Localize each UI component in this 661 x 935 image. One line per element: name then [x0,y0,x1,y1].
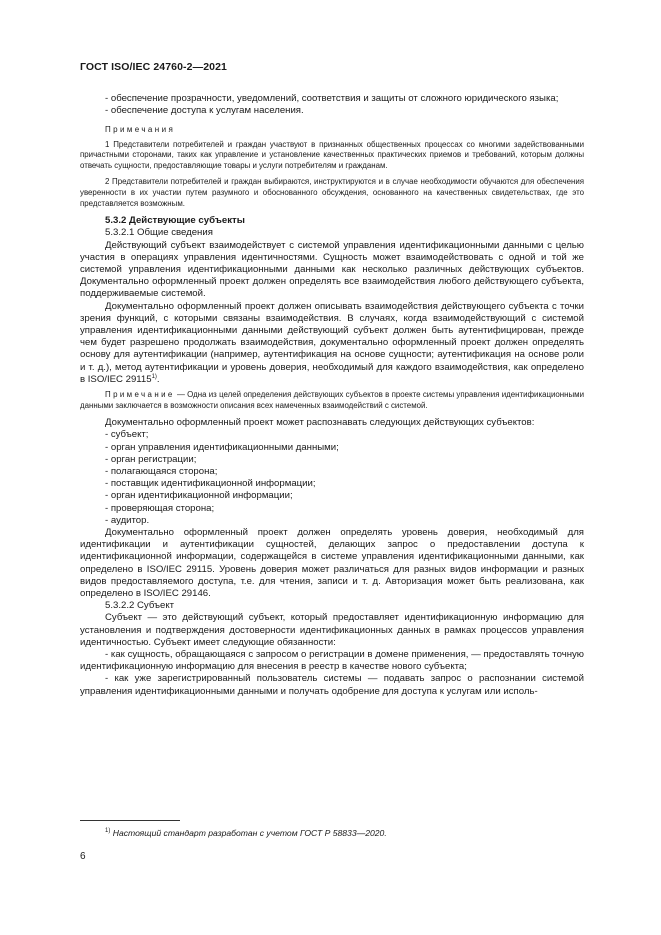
footnote-text: Настоящий стандарт разработан с учетом ГОСТ Р 58833—2020. [112,828,387,838]
footnote-ref: 1) [151,373,157,380]
intro-item: - обеспечение прозрачности, уведомлений, соответствия и защиты от сложного юридического языка; [105,93,559,104]
paragraph-text: Документально оформленный проект должен описывать взаимодействия действующего субъекта с точки зрения функций, с которыми связаны взаимодействия. В случаях, когда взаимодействующий с системой управления идентификационными данными действующий субъект должен быть аутентифицирован, прежде чем будет разрешено продолжать взаимодействия, документально оформленный проект должен определять основу для аутентификации (например, аутентификация на основе сущности; аутентификация на основе роли и т. д.), метод аутентификации и уровень доверия, необходимый для каждого взаимодействия, как определено в ISO/IEC 29115 [80,300,584,385]
intro-item: - обеспечение доступа к услугам населения. [105,105,304,117]
note-label: Примечание [105,390,175,400]
note-inline [80,390,584,411]
list-item: - орган управления идентификационными данными; [105,441,339,453]
actors-list [80,429,584,527]
subsection-heading-5-3-2-1: 5.3.2.1 Общие сведения [105,227,213,239]
paragraph: Субъект — это действующий субъект, который предоставляет идентификационную информацию для установления и подтверждения достоверности идентификационных данных в рамках процессов управления идентичностью. Субъект имеет следующие обязанности: [80,612,584,648]
subsection-heading-5-3-2-2: 5.3.2.2 Субъект [105,600,175,612]
list-item: - поставщик идентификационной информации; [105,478,316,490]
list-intro: Документально оформленный проект может распознавать следующих действующих субъектов: [105,417,535,429]
page-number: 6 [80,851,86,862]
list-item: - аудитор. [105,514,150,526]
footnote-marker: 1) [105,828,111,834]
list-item: - как сущность, обращающаяся с запросом о регистрации в домене применения, — предоставлять точную идентификационную информацию для внесения в реестр в качестве нового субъекта; [80,649,584,673]
footnote-divider [80,820,180,821]
paragraph: Действующий субъект взаимодействует с системой управления идентификационными данными с целью участия в операциях управления идентичностями. Сущность может взаимодействовать с одной и той же системой управления идентификационными данными как несколько различных действующих субъектов. Документально оформленный проект должен определять все взаимодействия любого действующего субъекта, поддерживаемые системой. [80,239,584,300]
note-text: — Одна из целей определения действующих субъектов в проекте системы управления идентификационными данными заключается в возможности описания всех намеченных взаимодействий с системой. [80,390,584,410]
document-header: ГОСТ ISO/IEC 24760-2—2021 [80,61,227,73]
notes-label: Примечания [105,125,176,135]
note-2: 2 Представители потребителей и граждан выбираются, инструктируются и в случае необходимости обучаются для обеспечения уверенности в их участии путем разумного и обоснованного обсуждения, основанного на качественных свидетельствах, где это представляется возможным. [80,177,584,208]
section-heading-5-3-2: 5.3.2 Действующие субъекты [105,215,245,227]
list-item: - как уже зарегистрированный пользователь системы — подавать запрос о распознании системой управления идентификационными данными и получать одобрение для доступа к услугам или исполь- [80,673,584,697]
list-item: - проверяющая сторона; [105,502,215,514]
footnote [105,828,387,838]
note-1: 1 Представители потребителей и граждан участвуют в признанных общественных процессах со многими задействованными причастными сторонами, таких как управление и установление качественных практических приемов и требований, которым должны отвечать сущности, предоставляющие товары и услуги потребителям и гражданам. [80,139,584,170]
list-item: - орган регистрации; [105,453,197,465]
list-item: - субъект; [105,429,149,441]
page-body [80,93,584,698]
paragraph: Документально оформленный проект должен описывать взаимодействия действующего субъекта с точки зрения функций, с которыми связаны взаимодействия. В случаях, когда взаимодействующий с системой управления идентификационными данными действующий субъект должен быть аутентифицирован, прежде чем будет разрешено продолжать взаимодействия, документально оформленный проект должен определять основу для аутентификации (например, аутентификация на основе сущности; аутентификация на основе роли и т. д.), метод аутентификации и уровень доверия, необходимый для каждого взаимодействия, как определено в ISO/IEC 29115$^{1)}$. [80,300,584,385]
list-item: - полагающаяся сторона; [105,466,218,478]
paragraph: Документально оформленный проект должен определять уровень доверия, необходимый для идентификации и аутентификации сущностей, делающих запрос о предоставлении доступа к идентификационной информации, содержащейся в системе управления идентификационными данными, как определено в ISO/IEC 29115. Уровень доверия может различаться для разных видов информации и разных видов предоставляемого доступа, т.е. для чтения, записи и т. д. Авторизация может быть реализована, как определено в ISO/IEC 29146. [80,527,584,600]
list-item: - орган идентификационной информации; [105,490,293,502]
